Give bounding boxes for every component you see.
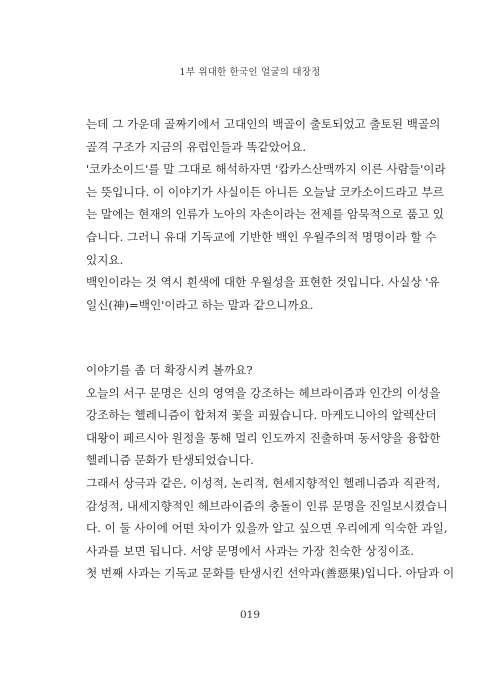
text-line: 그래서 상극과 같은, 이성적, 논리적, 현세지향적인 헬레니즘과 직관적, [86,475,441,490]
text-line: 있지요. [86,252,124,267]
text-line: 는데 그 가운데 골짜기에서 고대인의 백골이 출토되었고 출토된 백골의 [86,117,441,131]
text-line: 헬레니즘 문화가 탄생되었습니다. [86,453,254,468]
body-text-section-2 [86,359,455,585]
text-line: 습니다. 그러니 유대 기독교에 기반한 백인 우월주의적 명명이라 할 수 [86,229,437,244]
text-line: 는 말에는 현재의 인류가 노아의 자손이라는 전제를 암묵적으로 품고 있 [86,207,444,222]
page-number: 019 [239,609,261,621]
text-line: 감성적, 내세지향적인 헤브라이즘의 충돌이 인류 문명을 진일보시켰습니 [86,498,448,513]
text-line: 골격 구조가 지금의 유럽인들과 똑같았어요. [86,139,307,154]
text-line: 첫 번째 사과는 기독교 문화를 탄생시킨 선악과(善惡果)입니다. 아담과 이 [86,566,455,581]
body-text-section-1 [86,113,446,316]
running-header: 1부 위대한 한국인 얼굴의 대장정 [179,67,321,78]
text-line: 사과를 보면 됩니다. 서양 문명에서 사과는 가장 친숙한 상징이죠. [86,543,415,558]
text-line: '코카소이드'를 말 그대로 해석하자면 '캅카스산맥까지 이른 사람들'이라 [86,162,446,177]
text-line: 백인이라는 것 역시 흰색에 대한 우월성을 표현한 것입니다. 사실상 '유 [86,275,440,290]
text-line: 오늘의 서구 문명은 신의 영역을 강조하는 헤브라이즘과 인간의 이성을 [86,385,441,400]
text-line: 는 뜻입니다. 이 이야기가 사실이든 아니든 오늘날 코카소이드라고 부르 [86,184,444,199]
text-line: 다. 이 둘 사이에 어떤 차이가 있을까 알고 싶으면 우리에게 익숙한 과일, [86,521,448,536]
text-line: 이야기를 좀 더 확장시켜 볼까요? [86,363,253,377]
text-line: 대왕이 페르시아 원정을 통해 멀리 인도까지 진출하며 동서양을 융합한 [86,430,441,445]
text-line: 강조하는 헬레니즘이 합쳐져 꽃을 피웠습니다. 마케도니아의 알렉산더 [86,408,437,423]
text-line: 일신(神)=백인'이라고 하는 말과 같으니까요. [86,297,314,312]
